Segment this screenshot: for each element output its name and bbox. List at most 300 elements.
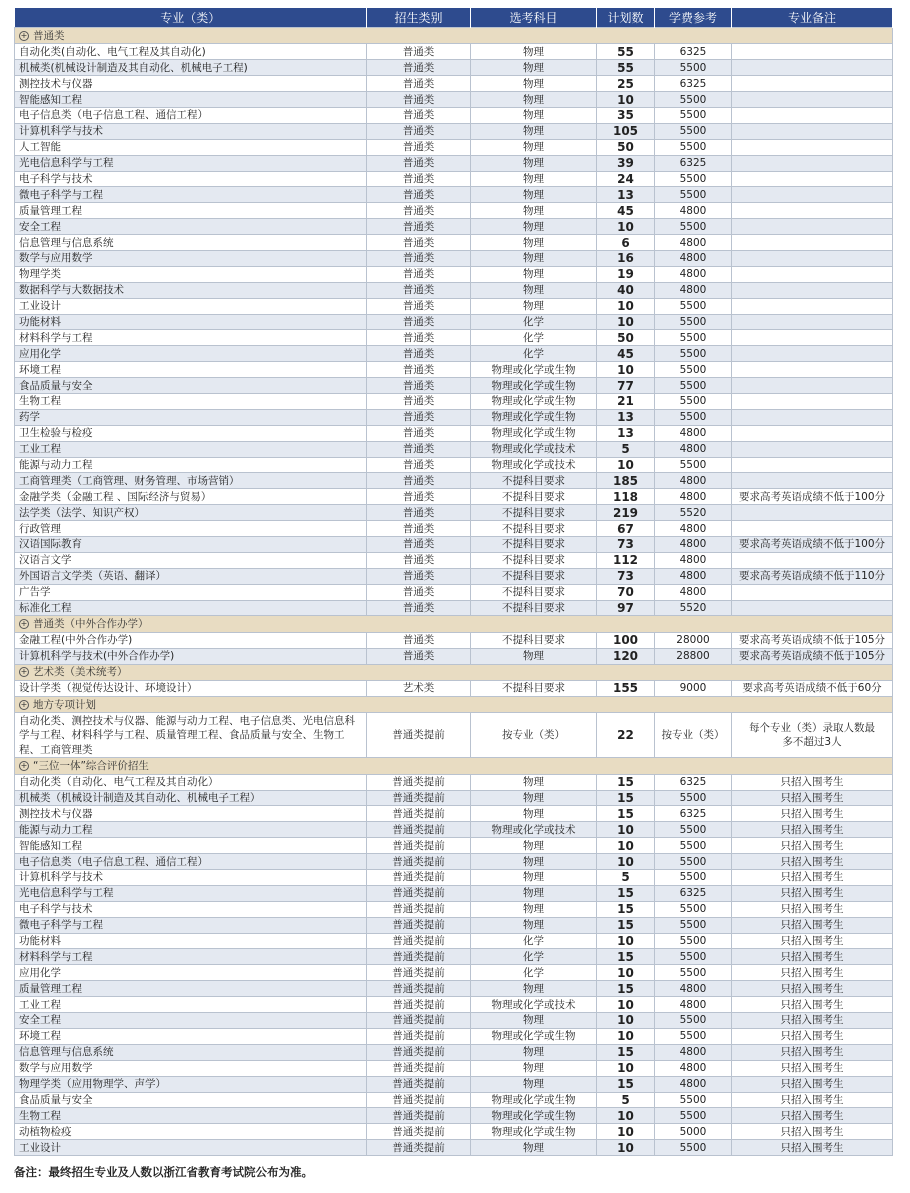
section-title: 普通类（中外合作办学） — [33, 618, 149, 631]
plan-count-cell: 10 — [597, 1013, 655, 1029]
tuition-cell: 5500 — [655, 457, 732, 473]
plan-count-cell: 50 — [597, 139, 655, 155]
table-row — [15, 505, 893, 521]
category-cell: 普通类 — [367, 632, 471, 648]
table-row — [15, 362, 893, 378]
tuition-cell: 5500 — [655, 298, 732, 314]
tuition-cell: 4800 — [655, 425, 732, 441]
remarks-cell: 要求高考英语成绩不低于100分 — [732, 489, 893, 505]
category-cell: 普通类提前 — [367, 822, 471, 838]
tuition-cell: 4800 — [655, 1076, 732, 1092]
tuition-cell: 6325 — [655, 806, 732, 822]
remarks-cell: 只招入围考生 — [732, 1044, 893, 1060]
tuition-cell: 5500 — [655, 1140, 732, 1156]
tuition-cell: 4800 — [655, 584, 732, 600]
plan-count-cell: 45 — [597, 346, 655, 362]
subjects-cell: 不提科目要求 — [471, 552, 597, 568]
category-cell: 艺术类 — [367, 681, 471, 697]
major-cell: 汉语言文学 — [15, 552, 367, 568]
major-cell: 生物工程 — [15, 1108, 367, 1124]
subjects-cell: 物理或化学或生物 — [471, 1108, 597, 1124]
category-cell: 普通类提前 — [367, 933, 471, 949]
subjects-cell: 物理 — [471, 790, 597, 806]
plan-count-cell: 5 — [597, 870, 655, 886]
remarks-cell: 只招入围考生 — [732, 1028, 893, 1044]
category-cell: 普通类 — [367, 235, 471, 251]
tuition-cell: 5500 — [655, 917, 732, 933]
table-row — [15, 901, 893, 917]
plan-count-cell: 67 — [597, 521, 655, 537]
section-title: “三位一体”综合评价招生 — [33, 759, 149, 772]
remarks-cell: 只招入围考生 — [732, 901, 893, 917]
major-cell: 人工智能 — [15, 139, 367, 155]
tuition-cell: 5500 — [655, 171, 732, 187]
table-row — [15, 187, 893, 203]
category-cell: 普通类 — [367, 521, 471, 537]
plan-count-cell: 120 — [597, 648, 655, 664]
major-cell: 自动化类(自动化、电气工程及其自动化) — [15, 44, 367, 60]
subjects-cell: 物理 — [471, 76, 597, 92]
remarks-cell: 只招入围考生 — [732, 997, 893, 1013]
tuition-cell: 4800 — [655, 250, 732, 266]
major-cell: 计算机科学与技术 — [15, 870, 367, 886]
plan-count-cell: 105 — [597, 123, 655, 139]
table-row — [15, 917, 893, 933]
category-cell: 普通类提前 — [367, 713, 471, 758]
subjects-cell: 物理 — [471, 187, 597, 203]
plan-count-cell: 118 — [597, 489, 655, 505]
remarks-cell: 只招入围考生 — [732, 790, 893, 806]
major-cell: 电子信息类（电子信息工程、通信工程） — [15, 854, 367, 870]
remarks-cell — [732, 473, 893, 489]
tuition-cell: 5500 — [655, 1092, 732, 1108]
header-major: 专业（类） — [15, 8, 367, 28]
major-cell: 电子科学与技术 — [15, 901, 367, 917]
tuition-cell: 5500 — [655, 139, 732, 155]
remarks-cell — [732, 60, 893, 76]
category-cell: 普通类 — [367, 378, 471, 394]
major-cell: 卫生检验与检疫 — [15, 425, 367, 441]
plan-count-cell: 5 — [597, 441, 655, 457]
tuition-cell: 4800 — [655, 489, 732, 505]
category-cell: 普通类 — [367, 282, 471, 298]
category-cell: 普通类提前 — [367, 1140, 471, 1156]
category-cell: 普通类提前 — [367, 1076, 471, 1092]
category-cell: 普通类提前 — [367, 901, 471, 917]
plan-count-cell: 100 — [597, 632, 655, 648]
section-header-row — [15, 758, 893, 774]
table-row — [15, 537, 893, 553]
subjects-cell: 物理 — [471, 1076, 597, 1092]
remarks-cell — [732, 76, 893, 92]
category-cell: 普通类提前 — [367, 1028, 471, 1044]
category-cell: 普通类提前 — [367, 1013, 471, 1029]
remarks-cell: 只招入围考生 — [732, 870, 893, 886]
tuition-cell: 4800 — [655, 568, 732, 584]
section-title: 普通类 — [33, 29, 65, 42]
remarks-cell: 只招入围考生 — [732, 1092, 893, 1108]
tuition-cell: 4800 — [655, 282, 732, 298]
major-cell: 工业设计 — [15, 298, 367, 314]
plan-count-cell: 10 — [597, 298, 655, 314]
category-cell: 普通类 — [367, 648, 471, 664]
subjects-cell: 物理 — [471, 1140, 597, 1156]
table-row — [15, 806, 893, 822]
category-cell: 普通类提前 — [367, 806, 471, 822]
major-cell: 机械类(机械设计制造及其自动化、机械电子工程) — [15, 60, 367, 76]
remarks-cell — [732, 250, 893, 266]
subjects-cell: 按专业（类） — [471, 713, 597, 758]
tuition-cell: 5500 — [655, 1108, 732, 1124]
tuition-cell: 28000 — [655, 632, 732, 648]
section-header-row — [15, 664, 893, 680]
category-cell: 普通类 — [367, 76, 471, 92]
tuition-cell: 5500 — [655, 378, 732, 394]
remarks-cell — [732, 266, 893, 282]
category-cell: 普通类 — [367, 362, 471, 378]
category-cell: 普通类 — [367, 457, 471, 473]
header-subjects: 选考科目 — [471, 8, 597, 28]
category-cell: 普通类 — [367, 187, 471, 203]
table-body — [15, 28, 893, 1156]
major-cell: 生物工程 — [15, 393, 367, 409]
category-cell: 普通类提前 — [367, 790, 471, 806]
remarks-cell — [732, 44, 893, 60]
table-row — [15, 219, 893, 235]
category-cell: 普通类 — [367, 473, 471, 489]
tuition-cell: 5500 — [655, 965, 732, 981]
table-row — [15, 1044, 893, 1060]
major-cell: 智能感知工程 — [15, 92, 367, 108]
section-header-row — [15, 696, 893, 712]
enrollment-plan-table — [14, 8, 893, 1156]
major-cell: 材料科学与工程 — [15, 330, 367, 346]
plan-count-cell: 10 — [597, 219, 655, 235]
plan-count-cell: 39 — [597, 155, 655, 171]
table-row — [15, 457, 893, 473]
subjects-cell: 物理或化学或技术 — [471, 457, 597, 473]
remarks-cell — [732, 139, 893, 155]
subjects-cell: 物理或化学或技术 — [471, 822, 597, 838]
table-row — [15, 584, 893, 600]
table-row — [15, 76, 893, 92]
major-cell: 汉语国际教育 — [15, 537, 367, 553]
table-row — [15, 681, 893, 697]
remarks-cell — [732, 457, 893, 473]
section-header-cell — [15, 664, 893, 680]
tuition-cell: 4800 — [655, 441, 732, 457]
tuition-cell: 4800 — [655, 1044, 732, 1060]
tuition-cell: 6325 — [655, 774, 732, 790]
plan-count-cell: 219 — [597, 505, 655, 521]
plan-count-cell: 50 — [597, 330, 655, 346]
remarks-cell: 只招入围考生 — [732, 1013, 893, 1029]
section-header-row — [15, 616, 893, 632]
category-cell: 普通类 — [367, 393, 471, 409]
subjects-cell: 物理 — [471, 1044, 597, 1060]
major-cell: 动植物检疫 — [15, 1124, 367, 1140]
tuition-cell: 按专业（类） — [655, 713, 732, 758]
plan-count-cell: 15 — [597, 1076, 655, 1092]
table-header-row — [15, 8, 893, 28]
major-cell: 微电子科学与工程 — [15, 187, 367, 203]
remarks-cell: 只招入围考生 — [732, 981, 893, 997]
plan-count-cell: 10 — [597, 92, 655, 108]
plan-count-cell: 97 — [597, 600, 655, 616]
major-cell: 质量管理工程 — [15, 981, 367, 997]
category-cell: 普通类提前 — [367, 1108, 471, 1124]
subjects-cell: 物理 — [471, 917, 597, 933]
category-cell: 普通类 — [367, 314, 471, 330]
tuition-cell: 5500 — [655, 187, 732, 203]
table-row — [15, 298, 893, 314]
section-header-cell — [15, 696, 893, 712]
plan-count-cell: 15 — [597, 917, 655, 933]
category-cell: 普通类 — [367, 92, 471, 108]
tuition-cell: 5500 — [655, 393, 732, 409]
remarks-cell — [732, 378, 893, 394]
major-cell: 材料科学与工程 — [15, 949, 367, 965]
remarks-cell: 只招入围考生 — [732, 774, 893, 790]
plan-count-cell: 25 — [597, 76, 655, 92]
subjects-cell: 物理或化学或技术 — [471, 441, 597, 457]
plan-count-cell: 6 — [597, 235, 655, 251]
major-cell: 工商管理类（工商管理、财务管理、市场营销） — [15, 473, 367, 489]
subjects-cell: 物理 — [471, 123, 597, 139]
plan-count-cell: 55 — [597, 44, 655, 60]
plan-count-cell: 10 — [597, 1028, 655, 1044]
subjects-cell: 不提科目要求 — [471, 681, 597, 697]
tuition-cell: 5500 — [655, 949, 732, 965]
plan-count-cell: 15 — [597, 790, 655, 806]
remarks-cell — [732, 123, 893, 139]
tuition-cell: 5500 — [655, 107, 732, 123]
subjects-cell: 化学 — [471, 314, 597, 330]
plan-count-cell: 16 — [597, 250, 655, 266]
category-cell: 普通类 — [367, 219, 471, 235]
major-cell: 计算机科学与技术(中外合作办学) — [15, 648, 367, 664]
major-cell: 应用化学 — [15, 965, 367, 981]
major-cell: 应用化学 — [15, 346, 367, 362]
subjects-cell: 物理 — [471, 282, 597, 298]
table-row — [15, 600, 893, 616]
section-header-cell — [15, 616, 893, 632]
category-cell: 普通类 — [367, 330, 471, 346]
tuition-cell: 4800 — [655, 537, 732, 553]
major-cell: 工业工程 — [15, 441, 367, 457]
major-cell: 电子信息类（电子信息工程、通信工程） — [15, 107, 367, 123]
category-cell: 普通类提前 — [367, 965, 471, 981]
major-cell: 自动化类（自动化、电气工程及其自动化） — [15, 774, 367, 790]
plan-count-cell: 10 — [597, 1140, 655, 1156]
tuition-cell: 4800 — [655, 235, 732, 251]
subjects-cell: 物理 — [471, 203, 597, 219]
tuition-cell: 5520 — [655, 505, 732, 521]
table-row — [15, 1092, 893, 1108]
table-row — [15, 885, 893, 901]
tuition-cell: 5500 — [655, 314, 732, 330]
plan-count-cell: 22 — [597, 713, 655, 758]
major-cell: 数学与应用数学 — [15, 250, 367, 266]
remarks-cell — [732, 107, 893, 123]
category-cell: 普通类 — [367, 489, 471, 505]
major-cell: 环境工程 — [15, 1028, 367, 1044]
subjects-cell: 不提科目要求 — [471, 505, 597, 521]
table-row — [15, 330, 893, 346]
table-row — [15, 346, 893, 362]
remarks-cell — [732, 235, 893, 251]
tuition-cell: 5500 — [655, 901, 732, 917]
remarks-cell: 只招入围考生 — [732, 822, 893, 838]
table-row — [15, 870, 893, 886]
section-title: 艺术类（美术统考） — [33, 666, 128, 679]
category-cell: 普通类 — [367, 346, 471, 362]
major-cell: 自动化类、测控技术与仪器、能源与动力工程、电子信息类、光电信息科学与工程、材料科学与工程、质量管理工程、食品质量与安全、生物工程、工商管理类 — [15, 713, 367, 758]
plan-count-cell: 10 — [597, 965, 655, 981]
subjects-cell: 物理 — [471, 838, 597, 854]
table-row — [15, 933, 893, 949]
tuition-cell: 5500 — [655, 790, 732, 806]
header-tuition: 学费参考 — [655, 8, 732, 28]
remarks-cell: 只招入围考生 — [732, 1108, 893, 1124]
table-row — [15, 393, 893, 409]
major-cell: 能源与动力工程 — [15, 822, 367, 838]
major-cell: 功能材料 — [15, 314, 367, 330]
table-row — [15, 838, 893, 854]
tuition-cell: 5500 — [655, 123, 732, 139]
table-row — [15, 314, 893, 330]
category-cell: 普通类 — [367, 203, 471, 219]
plan-count-cell: 10 — [597, 1124, 655, 1140]
subjects-cell: 不提科目要求 — [471, 632, 597, 648]
category-cell: 普通类 — [367, 505, 471, 521]
remarks-cell: 要求高考英语成绩不低于110分 — [732, 568, 893, 584]
tuition-cell: 5500 — [655, 1013, 732, 1029]
category-cell: 普通类 — [367, 537, 471, 553]
major-cell: 电子科学与技术 — [15, 171, 367, 187]
plan-count-cell: 10 — [597, 933, 655, 949]
table-row — [15, 713, 893, 758]
table-row — [15, 1013, 893, 1029]
tuition-cell: 5500 — [655, 822, 732, 838]
category-cell: 普通类提前 — [367, 1124, 471, 1140]
major-cell: 安全工程 — [15, 1013, 367, 1029]
remarks-cell — [732, 203, 893, 219]
table-row — [15, 1140, 893, 1156]
category-cell: 普通类提前 — [367, 854, 471, 870]
table-row — [15, 44, 893, 60]
tuition-cell: 4800 — [655, 203, 732, 219]
major-cell: 金融学类（金融工程 、国际经济与贸易） — [15, 489, 367, 505]
major-cell: 质量管理工程 — [15, 203, 367, 219]
remarks-cell: 只招入围考生 — [732, 1124, 893, 1140]
major-cell: 环境工程 — [15, 362, 367, 378]
major-cell: 外国语言文学类（英语、翻译） — [15, 568, 367, 584]
subjects-cell: 物理 — [471, 92, 597, 108]
remarks-cell — [732, 346, 893, 362]
tuition-cell: 5500 — [655, 409, 732, 425]
circle-plus-icon: + — [20, 667, 28, 677]
remarks-cell: 只招入围考生 — [732, 933, 893, 949]
table-row — [15, 965, 893, 981]
table-row — [15, 266, 893, 282]
table-row — [15, 282, 893, 298]
plan-count-cell: 24 — [597, 171, 655, 187]
remarks-cell: 只招入围考生 — [732, 1060, 893, 1076]
category-cell: 普通类提前 — [367, 981, 471, 997]
subjects-cell: 物理 — [471, 774, 597, 790]
plan-count-cell: 10 — [597, 854, 655, 870]
category-cell: 普通类 — [367, 441, 471, 457]
plan-count-cell: 13 — [597, 425, 655, 441]
remarks-cell — [732, 282, 893, 298]
tuition-cell: 6325 — [655, 44, 732, 60]
major-cell: 数据科学与大数据技术 — [15, 282, 367, 298]
table-row — [15, 1076, 893, 1092]
remarks-cell: 要求高考英语成绩不低于60分 — [732, 681, 893, 697]
tuition-cell: 5520 — [655, 600, 732, 616]
subjects-cell: 物理 — [471, 854, 597, 870]
plan-count-cell: 77 — [597, 378, 655, 394]
subjects-cell: 物理 — [471, 107, 597, 123]
remarks-cell — [732, 362, 893, 378]
major-cell: 机械类（机械设计制造及其自动化、机械电子工程） — [15, 790, 367, 806]
subjects-cell: 物理或化学或生物 — [471, 1028, 597, 1044]
table-row — [15, 521, 893, 537]
table-row — [15, 1028, 893, 1044]
plan-count-cell: 185 — [597, 473, 655, 489]
table-row — [15, 378, 893, 394]
subjects-cell: 物理或化学或生物 — [471, 362, 597, 378]
subjects-cell: 物理或化学或技术 — [471, 997, 597, 1013]
category-cell: 普通类提前 — [367, 917, 471, 933]
table-row — [15, 473, 893, 489]
category-cell: 普通类 — [367, 139, 471, 155]
major-cell: 广告学 — [15, 584, 367, 600]
header-remarks: 专业备注 — [732, 8, 893, 28]
tuition-cell: 4800 — [655, 1060, 732, 1076]
remarks-cell: 要求高考英语成绩不低于105分 — [732, 648, 893, 664]
category-cell: 普通类 — [367, 266, 471, 282]
plan-count-cell: 15 — [597, 981, 655, 997]
category-cell: 普通类提前 — [367, 1060, 471, 1076]
major-cell: 安全工程 — [15, 219, 367, 235]
remarks-cell: 只招入围考生 — [732, 965, 893, 981]
subjects-cell: 不提科目要求 — [471, 473, 597, 489]
table-row — [15, 155, 893, 171]
category-cell: 普通类提前 — [367, 997, 471, 1013]
major-cell: 测控技术与仪器 — [15, 806, 367, 822]
remarks-cell — [732, 314, 893, 330]
section-title: 地方专项计划 — [33, 698, 96, 711]
tuition-cell: 5500 — [655, 838, 732, 854]
subjects-cell: 物理或化学或生物 — [471, 409, 597, 425]
plan-count-cell: 73 — [597, 568, 655, 584]
table-row — [15, 171, 893, 187]
table-row — [15, 60, 893, 76]
category-cell: 普通类提前 — [367, 949, 471, 965]
circle-plus-icon: + — [20, 699, 28, 709]
subjects-cell: 物理 — [471, 648, 597, 664]
major-cell: 信息管理与信息系统 — [15, 235, 367, 251]
plan-count-cell: 155 — [597, 681, 655, 697]
plan-count-cell: 15 — [597, 774, 655, 790]
remarks-cell: 每个专业（类）录取人数最多不超过3人 — [732, 713, 893, 758]
tuition-cell: 6325 — [655, 155, 732, 171]
major-cell: 计算机科学与技术 — [15, 123, 367, 139]
remarks-cell: 要求高考英语成绩不低于105分 — [732, 632, 893, 648]
subjects-cell: 不提科目要求 — [471, 600, 597, 616]
